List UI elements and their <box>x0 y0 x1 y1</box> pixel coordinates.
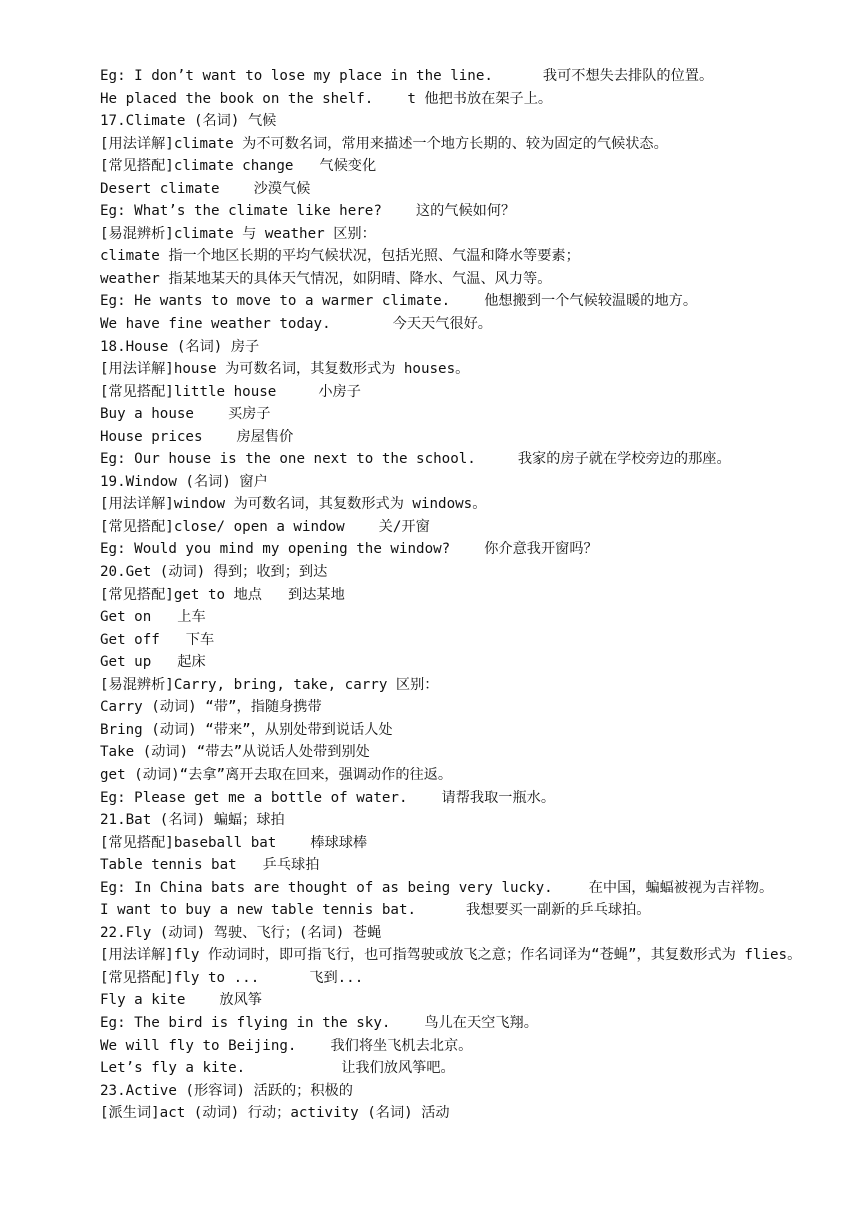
line-translation: 放风筝 <box>219 992 262 1009</box>
line-translation: 起床 <box>177 654 206 671</box>
text-line <box>64 989 804 1012</box>
text-line <box>64 809 804 832</box>
line-text: 23.Active (形容词) 活跃的；积极的 <box>100 1082 353 1099</box>
line-translation: 气候变化 <box>319 158 377 175</box>
line-text: Bring (动词) “带来”，从别处带到说话人处 <box>100 721 393 738</box>
entries-block-1 <box>64 65 804 944</box>
line-text: 20.Get (动词) 得到；收到；到达 <box>100 564 328 581</box>
line-translation: t 他把书放在架子上。 <box>407 90 553 107</box>
line-text: [易混辨析]Carry, bring, take, carry 区别： <box>100 676 439 693</box>
text-line <box>64 854 804 877</box>
text-line <box>64 629 804 652</box>
line-translation: 在中国，蝙蝠被视为吉祥物。 <box>588 879 774 896</box>
line-translation: 到达某地 <box>288 586 345 603</box>
line-text: climate 指一个地区长期的平均气候状况，包括光照、气温和降水等要素； <box>100 248 580 265</box>
line-translation: 上车 <box>177 609 206 626</box>
text-line <box>64 764 804 787</box>
text-line <box>64 200 804 223</box>
text-line <box>64 741 804 764</box>
text-line <box>64 1057 804 1080</box>
text-line <box>64 426 804 449</box>
text-line <box>64 719 804 742</box>
line-text: Let’s fly a kite. <box>100 1060 246 1077</box>
line-text: [派生词]act (动词) 行动；activity (名词) 活动 <box>100 1105 450 1122</box>
text-line <box>64 403 804 426</box>
text-line <box>64 651 804 674</box>
line-translation: 我们将坐飞机去北京。 <box>330 1037 473 1054</box>
line-text: 17.Climate (名词) 气候 <box>100 113 277 130</box>
line-translation: 我家的房子就在学校旁边的那座。 <box>517 451 731 468</box>
line-text: Buy a house <box>100 406 194 423</box>
line-text: [常见搭配]climate change <box>100 158 294 175</box>
line-translation: 我可不想失去排队的位置。 <box>542 68 714 84</box>
line-translation: 飞到... <box>309 969 364 986</box>
text-line <box>64 1012 804 1035</box>
line-text: Get up <box>100 654 152 671</box>
line-translation: 关/开窗 <box>378 518 430 535</box>
text-line <box>64 268 804 291</box>
text-line <box>64 1080 804 1103</box>
line-text: 19.Window (名词) 窗户 <box>100 473 268 490</box>
line-text: [用法详解]window 为可数名词，其复数形式为 windows。 <box>100 496 487 513</box>
line-translation: 乒乓球拍 <box>262 857 320 874</box>
line-text: Eg: He wants to move to a warmer climate. <box>100 293 451 310</box>
entries-block-2 <box>64 967 804 1125</box>
line-text: I want to buy a new table tennis bat. <box>100 902 417 919</box>
line-text: Take (动词) “带去”从说话人处带到别处 <box>100 744 370 761</box>
line-text: Desert climate <box>100 180 220 197</box>
text-line <box>64 877 804 900</box>
line-translation: 下车 <box>185 631 215 648</box>
line-text: Eg: The bird is flying in the sky. <box>100 1014 391 1031</box>
line-text: weather 指某地某天的具体天气情况，如阴晴、降水、气温、风力等。 <box>100 270 552 287</box>
text-line <box>64 516 804 539</box>
line-translation: 请帮我取一瓶水。 <box>441 789 556 806</box>
line-translation: 我想要买一副新的乒乓球拍。 <box>466 902 651 919</box>
text-line <box>64 88 804 111</box>
line-translation: 棒球球棒 <box>310 834 368 851</box>
text-line <box>64 65 804 88</box>
text-line <box>64 584 804 607</box>
text-line <box>64 561 804 584</box>
line-text: Eg: Our house is the one next to the school. <box>100 451 476 468</box>
text-line <box>64 471 804 494</box>
wrapped-paragraph: [用法详解]fly 作动词时，即可指飞行，也可指驾驶或放飞之意；作名词译为“苍蝇”，其复数形式为 flies。 <box>100 947 802 964</box>
text-line <box>64 313 804 336</box>
text-line <box>64 133 804 156</box>
line-text: [易混辨析]climate 与 weather 区别： <box>100 225 376 242</box>
line-text: [用法详解]house 为可数名词，其复数形式为 houses。 <box>100 361 470 378</box>
line-text: Eg: What’s the climate like here? <box>100 203 382 220</box>
text-line <box>64 290 804 313</box>
line-translation: 你介意我开窗吗？ <box>484 541 598 558</box>
line-text: [常见搭配]little house <box>100 383 277 400</box>
text-line <box>64 178 804 201</box>
text-line <box>64 110 804 133</box>
line-text: Table tennis bat <box>100 857 237 874</box>
text-line <box>64 245 804 268</box>
line-translation: 今天天气很好。 <box>392 316 492 333</box>
line-text: 22.Fly (动词) 驾驶、飞行；(名词) 苍蝇 <box>100 924 382 941</box>
text-line <box>64 967 804 990</box>
text-line <box>64 832 804 855</box>
line-translation: 他想搬到一个气候较温暖的地方。 <box>484 293 698 310</box>
text-line <box>64 223 804 246</box>
line-translation: 沙漠气候 <box>253 180 311 197</box>
text-line <box>64 448 804 471</box>
text-line <box>64 336 804 359</box>
text-line <box>64 358 804 381</box>
line-text: [常见搭配]close/ open a window <box>100 518 345 535</box>
text-line <box>64 674 804 697</box>
line-text: Eg: Please get me a bottle of water. <box>100 789 408 806</box>
text-line <box>64 155 804 178</box>
line-translation: 买房子 <box>227 406 271 423</box>
line-text: We will fly to Beijing. <box>100 1037 297 1054</box>
line-translation: 房屋售价 <box>236 428 294 445</box>
line-text: He placed the book on the shelf. <box>100 90 374 107</box>
line-text: Eg: In China bats are thought of as being very lucky. <box>100 879 553 896</box>
text-line <box>64 696 804 719</box>
line-text: [常见搭配]baseball bat <box>100 834 277 851</box>
line-text: Get on <box>100 609 152 626</box>
line-text: get (动词)“去拿”离开去取在回来，强调动作的往返。 <box>100 766 453 783</box>
line-text: Eg: I don’t want to lose my place in the line. <box>100 68 493 84</box>
line-translation: 小房子 <box>318 383 361 400</box>
line-translation: 鸟儿在天空飞翔。 <box>424 1014 538 1031</box>
line-text: Eg: Would you mind my opening the window? <box>100 541 451 558</box>
text-line <box>64 922 804 945</box>
line-text: Carry (动词) “带”，指随身携带 <box>100 699 322 716</box>
line-text: We have fine weather today. <box>100 316 331 333</box>
text-line <box>64 493 804 516</box>
line-translation: 让我们放风筝吧。 <box>341 1060 455 1077</box>
line-text: [用法详解]climate 为不可数名词，常用来描述一个地方长期的、较为固定的气候状态。 <box>100 135 668 152</box>
text-line <box>64 1102 804 1125</box>
line-text: 18.House (名词) 房子 <box>100 338 260 355</box>
text-line <box>64 381 804 404</box>
line-translation: 这的气候如何？ <box>415 203 516 220</box>
line-text: [常见搭配]get to 地点 <box>100 586 262 603</box>
line-text: [常见搭配]fly to ... <box>100 969 260 986</box>
text-line <box>64 1035 804 1058</box>
text-line <box>64 787 804 810</box>
line-text: House prices <box>100 428 203 445</box>
text-line <box>64 538 804 561</box>
line-text: Fly a kite <box>100 992 186 1009</box>
text-line <box>64 899 804 922</box>
line-text: Get off <box>100 631 160 648</box>
text-line <box>64 606 804 629</box>
line-text: 21.Bat (名词) 蝙蝠；球拍 <box>100 812 285 829</box>
